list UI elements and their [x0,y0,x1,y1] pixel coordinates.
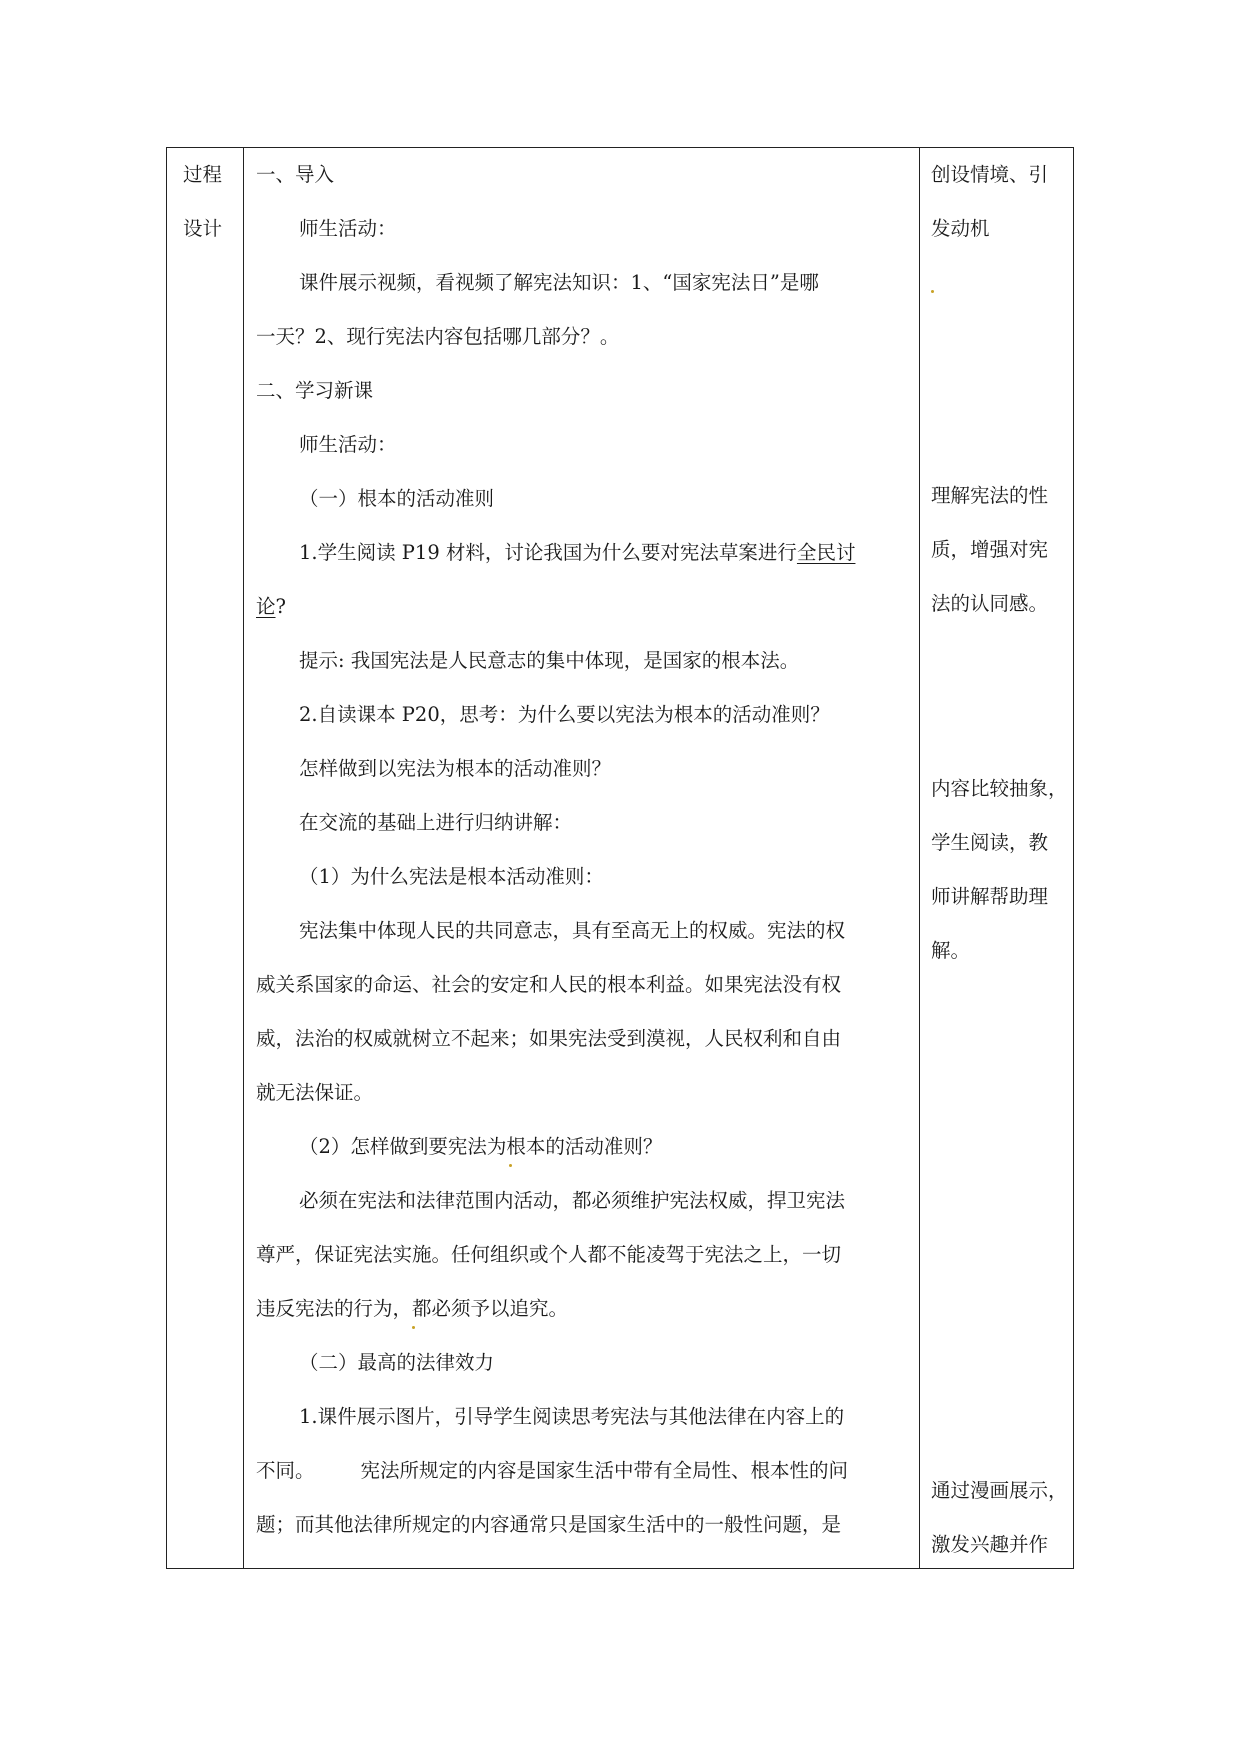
note-line: 创设情境、引 [931,163,1049,186]
stage-label-column [167,148,244,1568]
paragraph-line: 在交流的基础上进行归纳讲解： [299,811,573,834]
subsection-heading-3: （二）最高的法律效力 [299,1351,495,1374]
stage-label-line-1: 过程 [183,163,223,186]
paragraph-line: 威关系国家的命运、社会的安定和人民的根本利益。如果宪法没有权 [256,973,842,996]
note-line: 质，增强对宪 [931,538,1049,561]
note-line: 理解宪法的性 [931,484,1049,507]
underlined-term: 论 [256,595,276,618]
paragraph-line: 怎样做到以宪法为根本的活动准则？ [299,757,612,780]
paragraph-line: 就无法保证。 [256,1081,374,1104]
section-heading-new-lesson: 二、学习新课 [256,379,374,402]
note-line: 师讲解帮助理 [931,885,1049,908]
note-line: 内容比较抽象， [931,777,1068,800]
paragraph-line: 课件展示视频，看视频了解宪法知识：1、“国家宪法日”是哪 [299,271,819,294]
note-line: 学生阅读，教 [931,831,1049,854]
paragraph-line: 师生活动： [299,433,397,456]
stage-label-line-2: 设计 [183,217,223,240]
stray-mark [931,290,934,293]
paragraph-line: 不同。 宪法所规定的内容是国家生活中带有全局性、根本性的问 [256,1459,849,1482]
lesson-plan-table [166,147,1074,1569]
paragraph-line: 师生活动： [299,217,397,240]
paragraph-line: 宪法集中体现人民的共同意志，具有至高无上的权威。宪法的权 [299,919,846,942]
paragraph-line: 必须在宪法和法律范围内活动，都必须维护宪法权威，捍卫宪法 [299,1189,846,1212]
note-line: 发动机 [931,217,990,240]
design-intent-column [920,148,1073,1568]
paragraph-line: 尊严，保证宪法实施。任何组织或个人都不能凌驾于宪法之上，一切 [256,1243,842,1266]
section-heading-intro: 一、导入 [256,163,335,186]
paragraph-line: 题；而其他法律所规定的内容通常只是国家生活中的一般性问题，是 [256,1513,842,1536]
note-line: 通过漫画展示， [931,1479,1068,1502]
paragraph-line: 提示: 我国宪法是人民意志的集中体现，是国家的根本法。 [299,649,800,672]
paragraph-line: 2.自读课本 P20，思考：为什么要以宪法为根本的活动准则？ [299,703,830,726]
teaching-content-column [244,148,920,1568]
paragraph-line: （1）为什么宪法是根本活动准则： [299,865,604,888]
stray-mark [509,1164,512,1167]
subsection-heading-2: （2）怎样做到要宪法为根本的活动准则？ [299,1135,663,1158]
note-line: 法的认同感。 [931,592,1049,615]
paragraph-line: 1.课件展示图片，引导学生阅读思考宪法与其他法律在内容上的 [299,1405,845,1428]
subsection-heading-1: （一）根本的活动准则 [299,487,495,510]
paragraph-line: 违反宪法的行为，都必须予以追究。 [256,1297,569,1320]
note-line: 解。 [931,939,971,962]
paragraph-line: 论? [256,595,286,618]
paragraph-line: 威，法治的权威就树立不起来；如果宪法受到漠视，人民权利和自由 [256,1027,842,1050]
underlined-term: 全民讨 [796,541,856,564]
paragraph-line: 一天？2、现行宪法内容包括哪几部分？。 [256,325,620,348]
paragraph-line: 1.学生阅读 P19 材料，讨论我国为什么要对宪法草案进行全民讨 [299,541,856,564]
stray-mark [412,1326,415,1329]
note-line: 激发兴趣并作 [931,1533,1049,1556]
